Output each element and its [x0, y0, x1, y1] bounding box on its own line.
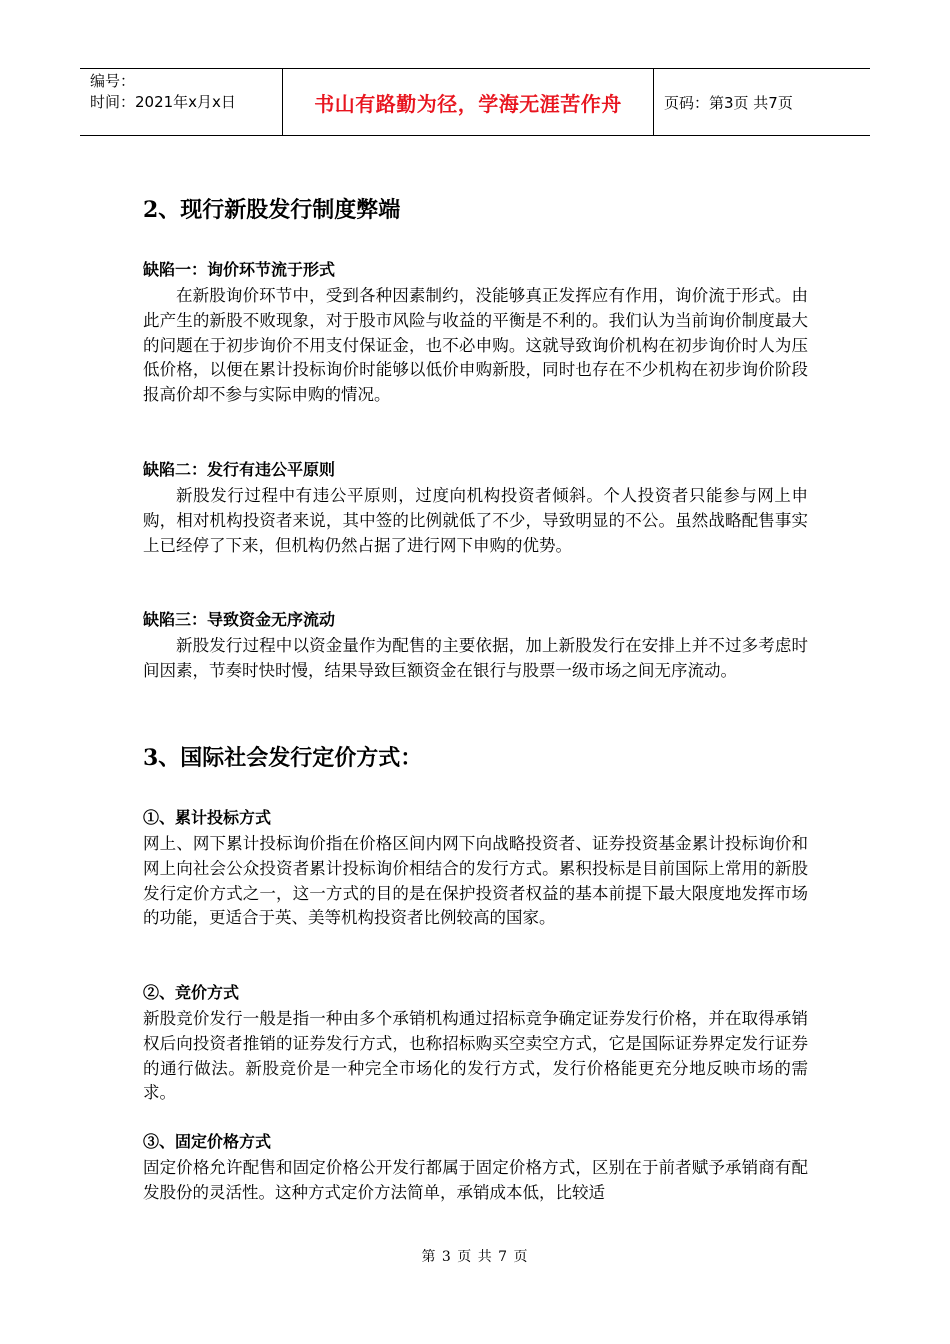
header-meta-cell — [80, 69, 283, 135]
defect-3-title: 缺陷三：导致资金无序流动 — [143, 610, 336, 629]
page-footer: 第 3 页 共 7 页 — [421, 1249, 529, 1265]
header-page-label: 页码：第3页 共7页 — [664, 93, 793, 112]
section-title-3: 3、国际社会发行定价方式： — [143, 745, 423, 771]
defect-1-text: 在新股询价环节中，受到各种因素制约，没能够真正发挥应有作用，询价流于形式。由此产生的新股不败现象，对于股市风险与收益的平衡是不利的。我们认为当前询价制度最大的问题在于初步询价不用支付保证金，也不必申购。这就导致询价机构在初步询价时人为压低价格，以便在累计投标询价时能够以低价申购新股，同时也存在不少机构在初步询价阶段报高价却不参与实际申购的情况。 — [143, 286, 808, 405]
document-number-label: 编号： — [90, 72, 136, 90]
defect-3-text: 新股发行过程中以资金量作为配售的主要依据，加上新股发行在安排上并不过多考虑时间因素，节奏时快时慢，结果导致巨额资金在银行与股票一级市场之间无序流动。 — [143, 636, 808, 680]
page-header — [80, 68, 870, 136]
header-motto: 书山有路勤为径，学海无涯苦作舟 — [283, 69, 654, 135]
method-2-title: ②、竞价方式 — [143, 983, 240, 1002]
method-1-text: 网上、网下累计投标询价指在价格区间内网下向战略投资者、证券投资基金累计投标询价和网上向社会公众投资者累计投标询价相结合的发行方式。累积投标是目前国际上常用的新股发行定价方式之一，这一方式的目的是在保护投资者权益的基本前提下最大限度地发挥市场的功能，更适合于英、美等机构投资者比例较高的国家。 — [143, 834, 808, 928]
method-1-title: ①、累计投标方式 — [143, 808, 272, 827]
method-3-title: ③、固定价格方式 — [143, 1132, 272, 1151]
defect-2-title: 缺陷二：发行有违公平原则 — [143, 460, 336, 479]
defect-2-text: 新股发行过程中有违公平原则，过度向机构投资者倾斜。个人投资者只能参与网上申购，相对机构投资者来说，其中签的比例就低了不少，导致明显的不公。虽然战略配售事实上已经停了下来，但机构仍然占据了进行网下申购的优势。 — [143, 486, 808, 555]
section-title-2: 2、现行新股发行制度弊端 — [143, 197, 401, 223]
document-date-label: 时间：2021年x月x日 — [90, 93, 236, 111]
method-2-text: 新股竞价发行一般是指一种由多个承销机构通过招标竞争确定证券发行价格，并在取得承销权后向投资者推销的证券发行方式，也称招标购买空卖空方式，它是国际证券界定发行证券的通行做法。新股竞价是一种完全市场化的发行方式，发行价格能更充分地反映市场的需求。 — [143, 1009, 808, 1103]
defect-1-title: 缺陷一：询价环节流于形式 — [143, 260, 336, 279]
method-3-text: 固定价格允许配售和固定价格公开发行都属于固定价格方式，区别在于前者赋予承销商有配发股份的灵活性。这种方式定价方法简单，承销成本低，比较适 — [143, 1158, 808, 1202]
